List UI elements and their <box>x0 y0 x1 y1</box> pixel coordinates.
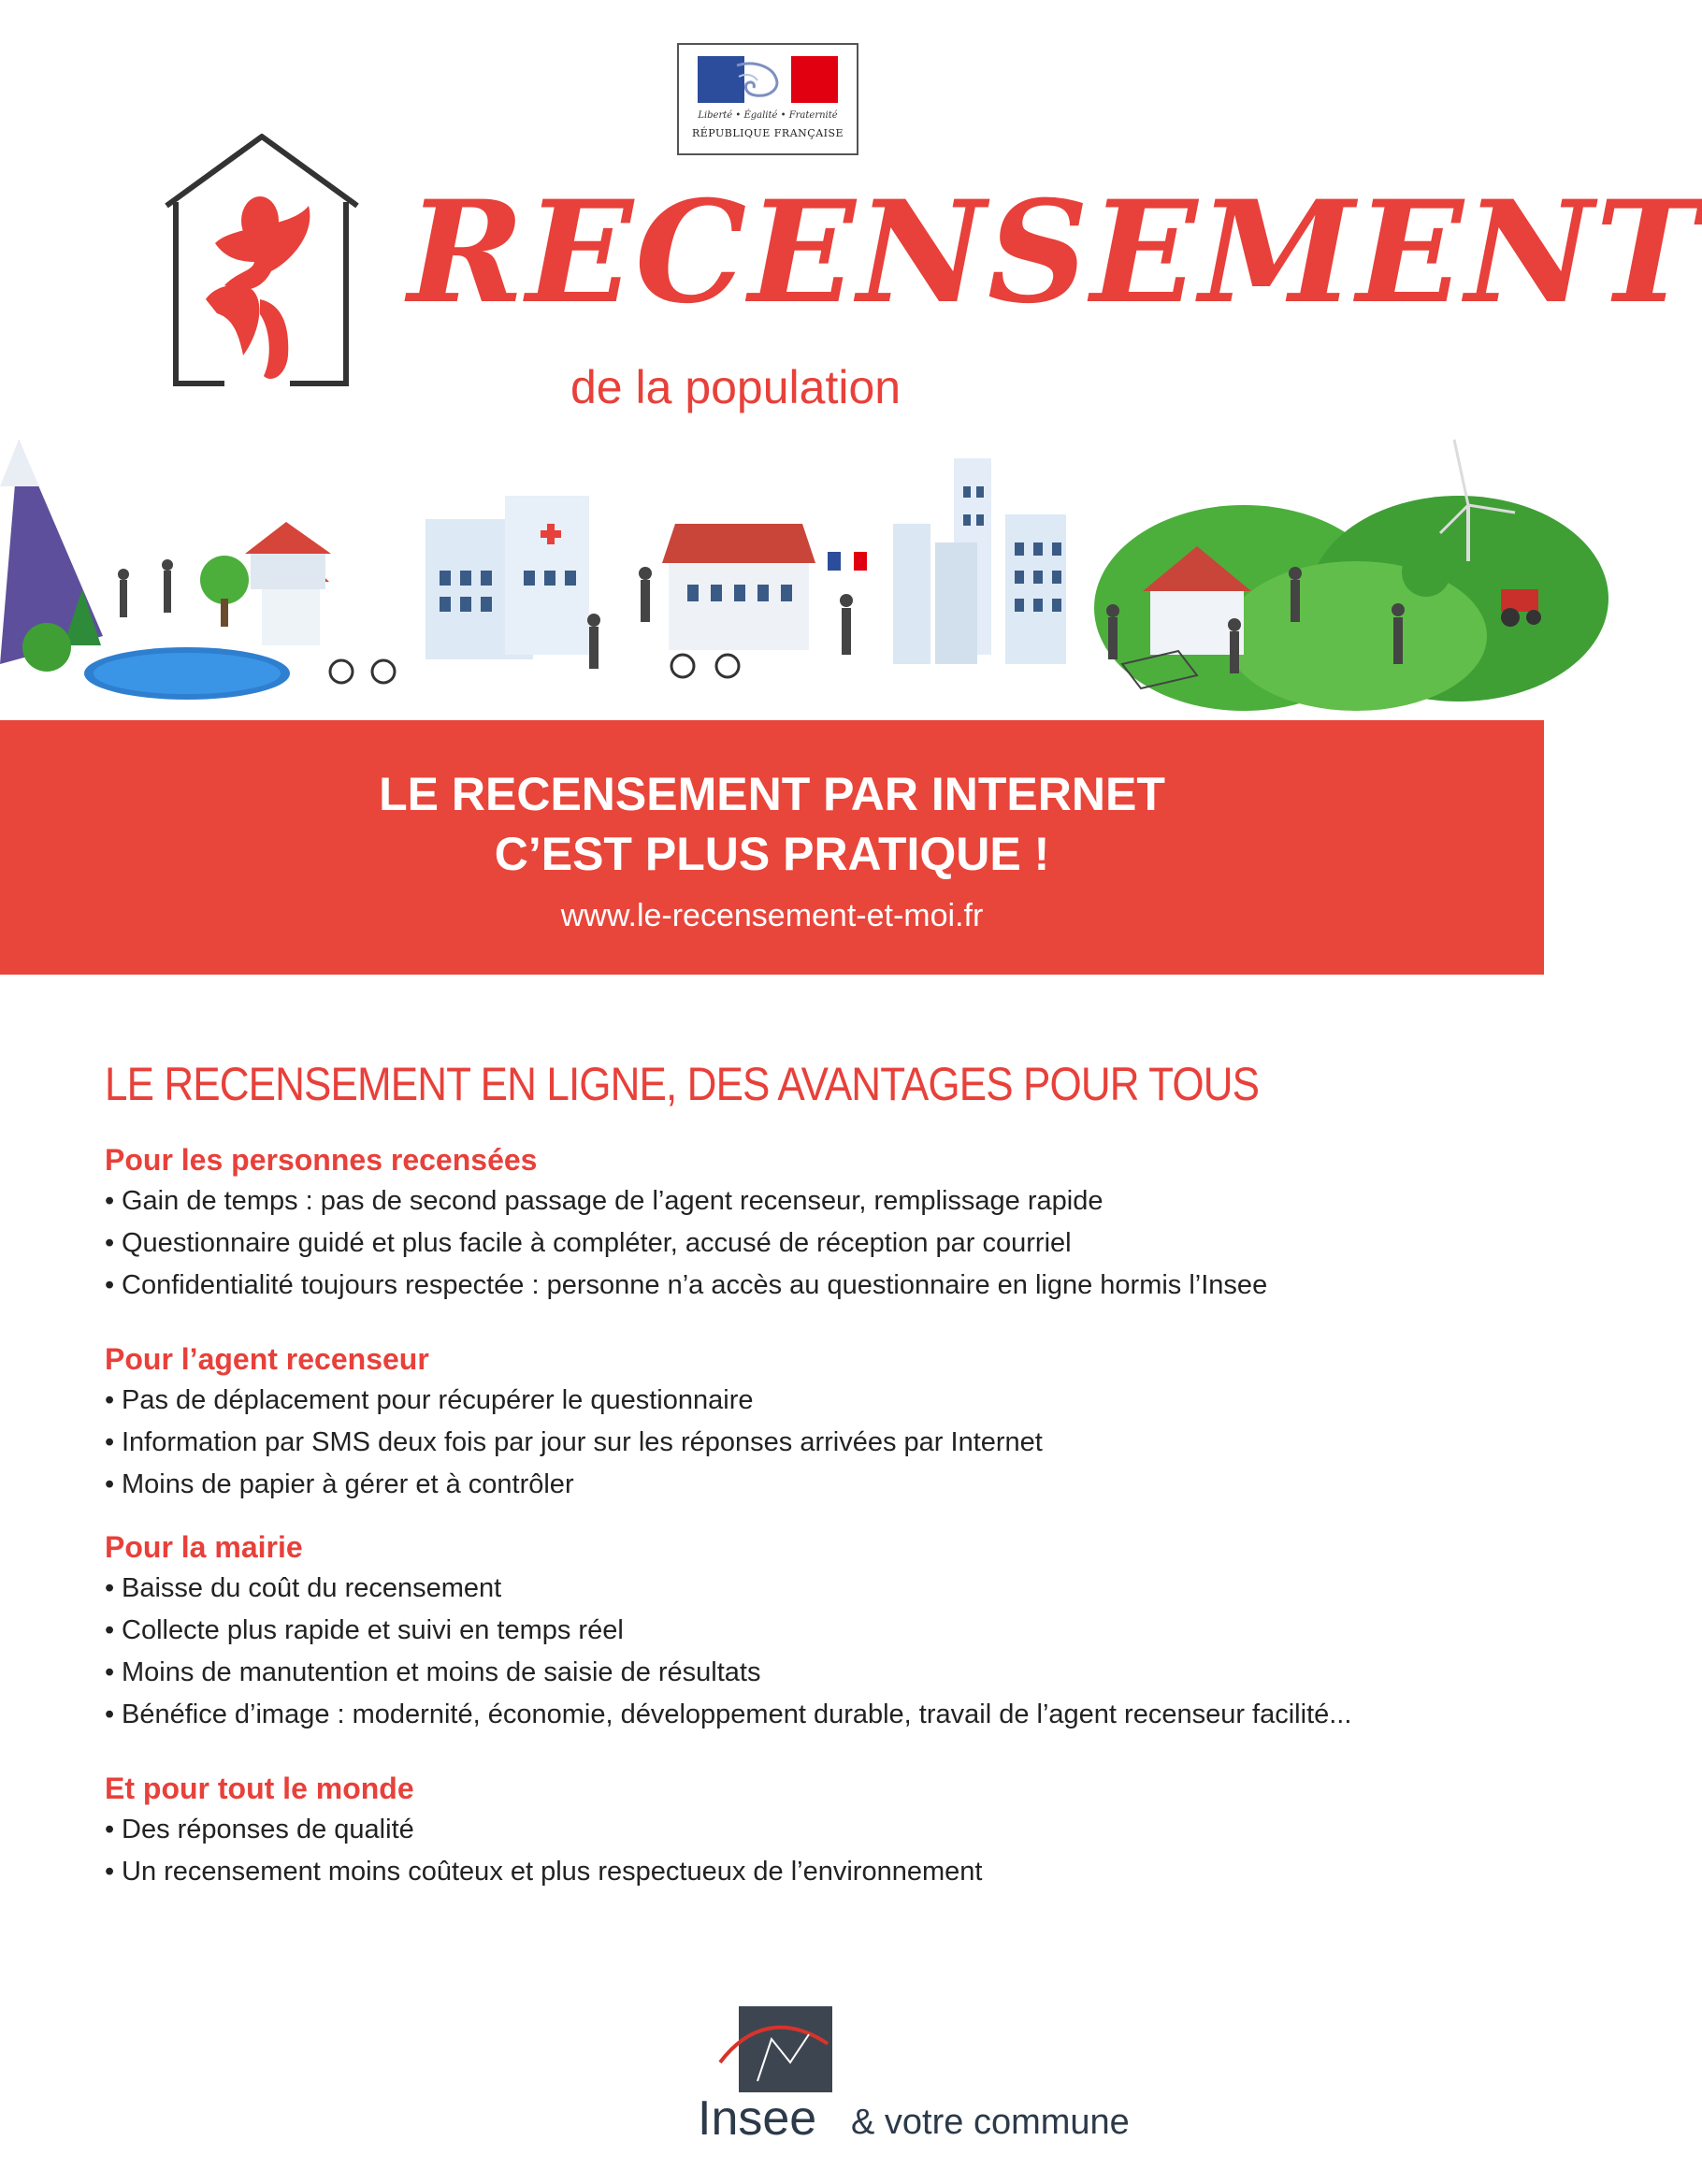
list-item: • Information par SMS deux fois par jour sur les réponses arrivées par Internet <box>105 1427 1043 1457</box>
list-item: • Moins de manutention et moins de saisie de résultats <box>105 1657 761 1687</box>
list-item: • Baisse du coût du recensement <box>105 1573 502 1603</box>
group-title-agent: Pour l’agent recenseur <box>105 1342 429 1376</box>
list-item: • Des réponses de qualité <box>105 1815 414 1844</box>
town-hall-icon <box>662 524 867 650</box>
banner-line-2: C’EST PLUS PRATIQUE ! <box>494 828 1050 880</box>
marianne-flag-icon <box>698 56 838 103</box>
banner-url-link[interactable]: www.le-recensement-et-moi.fr <box>560 898 984 933</box>
insee-logo-icon <box>739 2006 832 2092</box>
list-item: • Bénéfice d’image : modernité, économie, développement durable, travail de l’agent recenseur facilité... <box>105 1699 1352 1729</box>
republique-francaise-logo <box>677 43 858 155</box>
list-item: • Collecte plus rapide et suivi en temps réel <box>105 1615 624 1645</box>
house-icon <box>245 522 331 645</box>
banner-line-1: LE RECENSEMENT PAR INTERNET <box>379 768 1165 820</box>
page-title: RECENSEMENT <box>408 170 1702 335</box>
list-item: • Un recensement moins coûteux et plus respectueux de l’environnement <box>105 1857 983 1887</box>
list-item: • Questionnaire guidé et plus facile à compléter, accusé de réception par courriel <box>105 1228 1072 1258</box>
section-heading: LE RECENSEMENT EN LIGNE, DES AVANTAGES POUR TOUS <box>105 1058 1260 1110</box>
recensement-house-logo-icon <box>150 131 365 412</box>
list-item: • Confidentialité toujours respectée : personne n’a accès au questionnaire en ligne hormis l’Insee <box>105 1270 1268 1300</box>
bicycle-icon <box>330 655 739 683</box>
group-title-personnes: Pour les personnes recensées <box>105 1143 538 1177</box>
republic-name: RÉPUBLIQUE FRANÇAISE <box>691 127 844 139</box>
town-illustration <box>0 430 1544 720</box>
promo-banner <box>0 720 1544 975</box>
insee-name: Insee <box>698 2091 817 2146</box>
hospital-icon <box>426 496 589 659</box>
republic-motto: Liberté • Égalité • Fraternité <box>698 110 838 121</box>
list-item: • Gain de temps : pas de second passage de l’agent recenseur, remplissage rapide <box>105 1186 1103 1216</box>
list-item: • Moins de papier à gérer et à contrôler <box>105 1469 574 1499</box>
group-title-tout-le-monde: Et pour tout le monde <box>105 1772 414 1805</box>
page-subtitle: de la population <box>570 361 901 413</box>
list-item: • Pas de déplacement pour récupérer le questionnaire <box>105 1385 754 1415</box>
insee-commune: & votre commune <box>851 2103 1130 2142</box>
apartment-buildings-icon <box>893 458 1066 664</box>
group-title-mairie: Pour la mairie <box>105 1530 303 1564</box>
